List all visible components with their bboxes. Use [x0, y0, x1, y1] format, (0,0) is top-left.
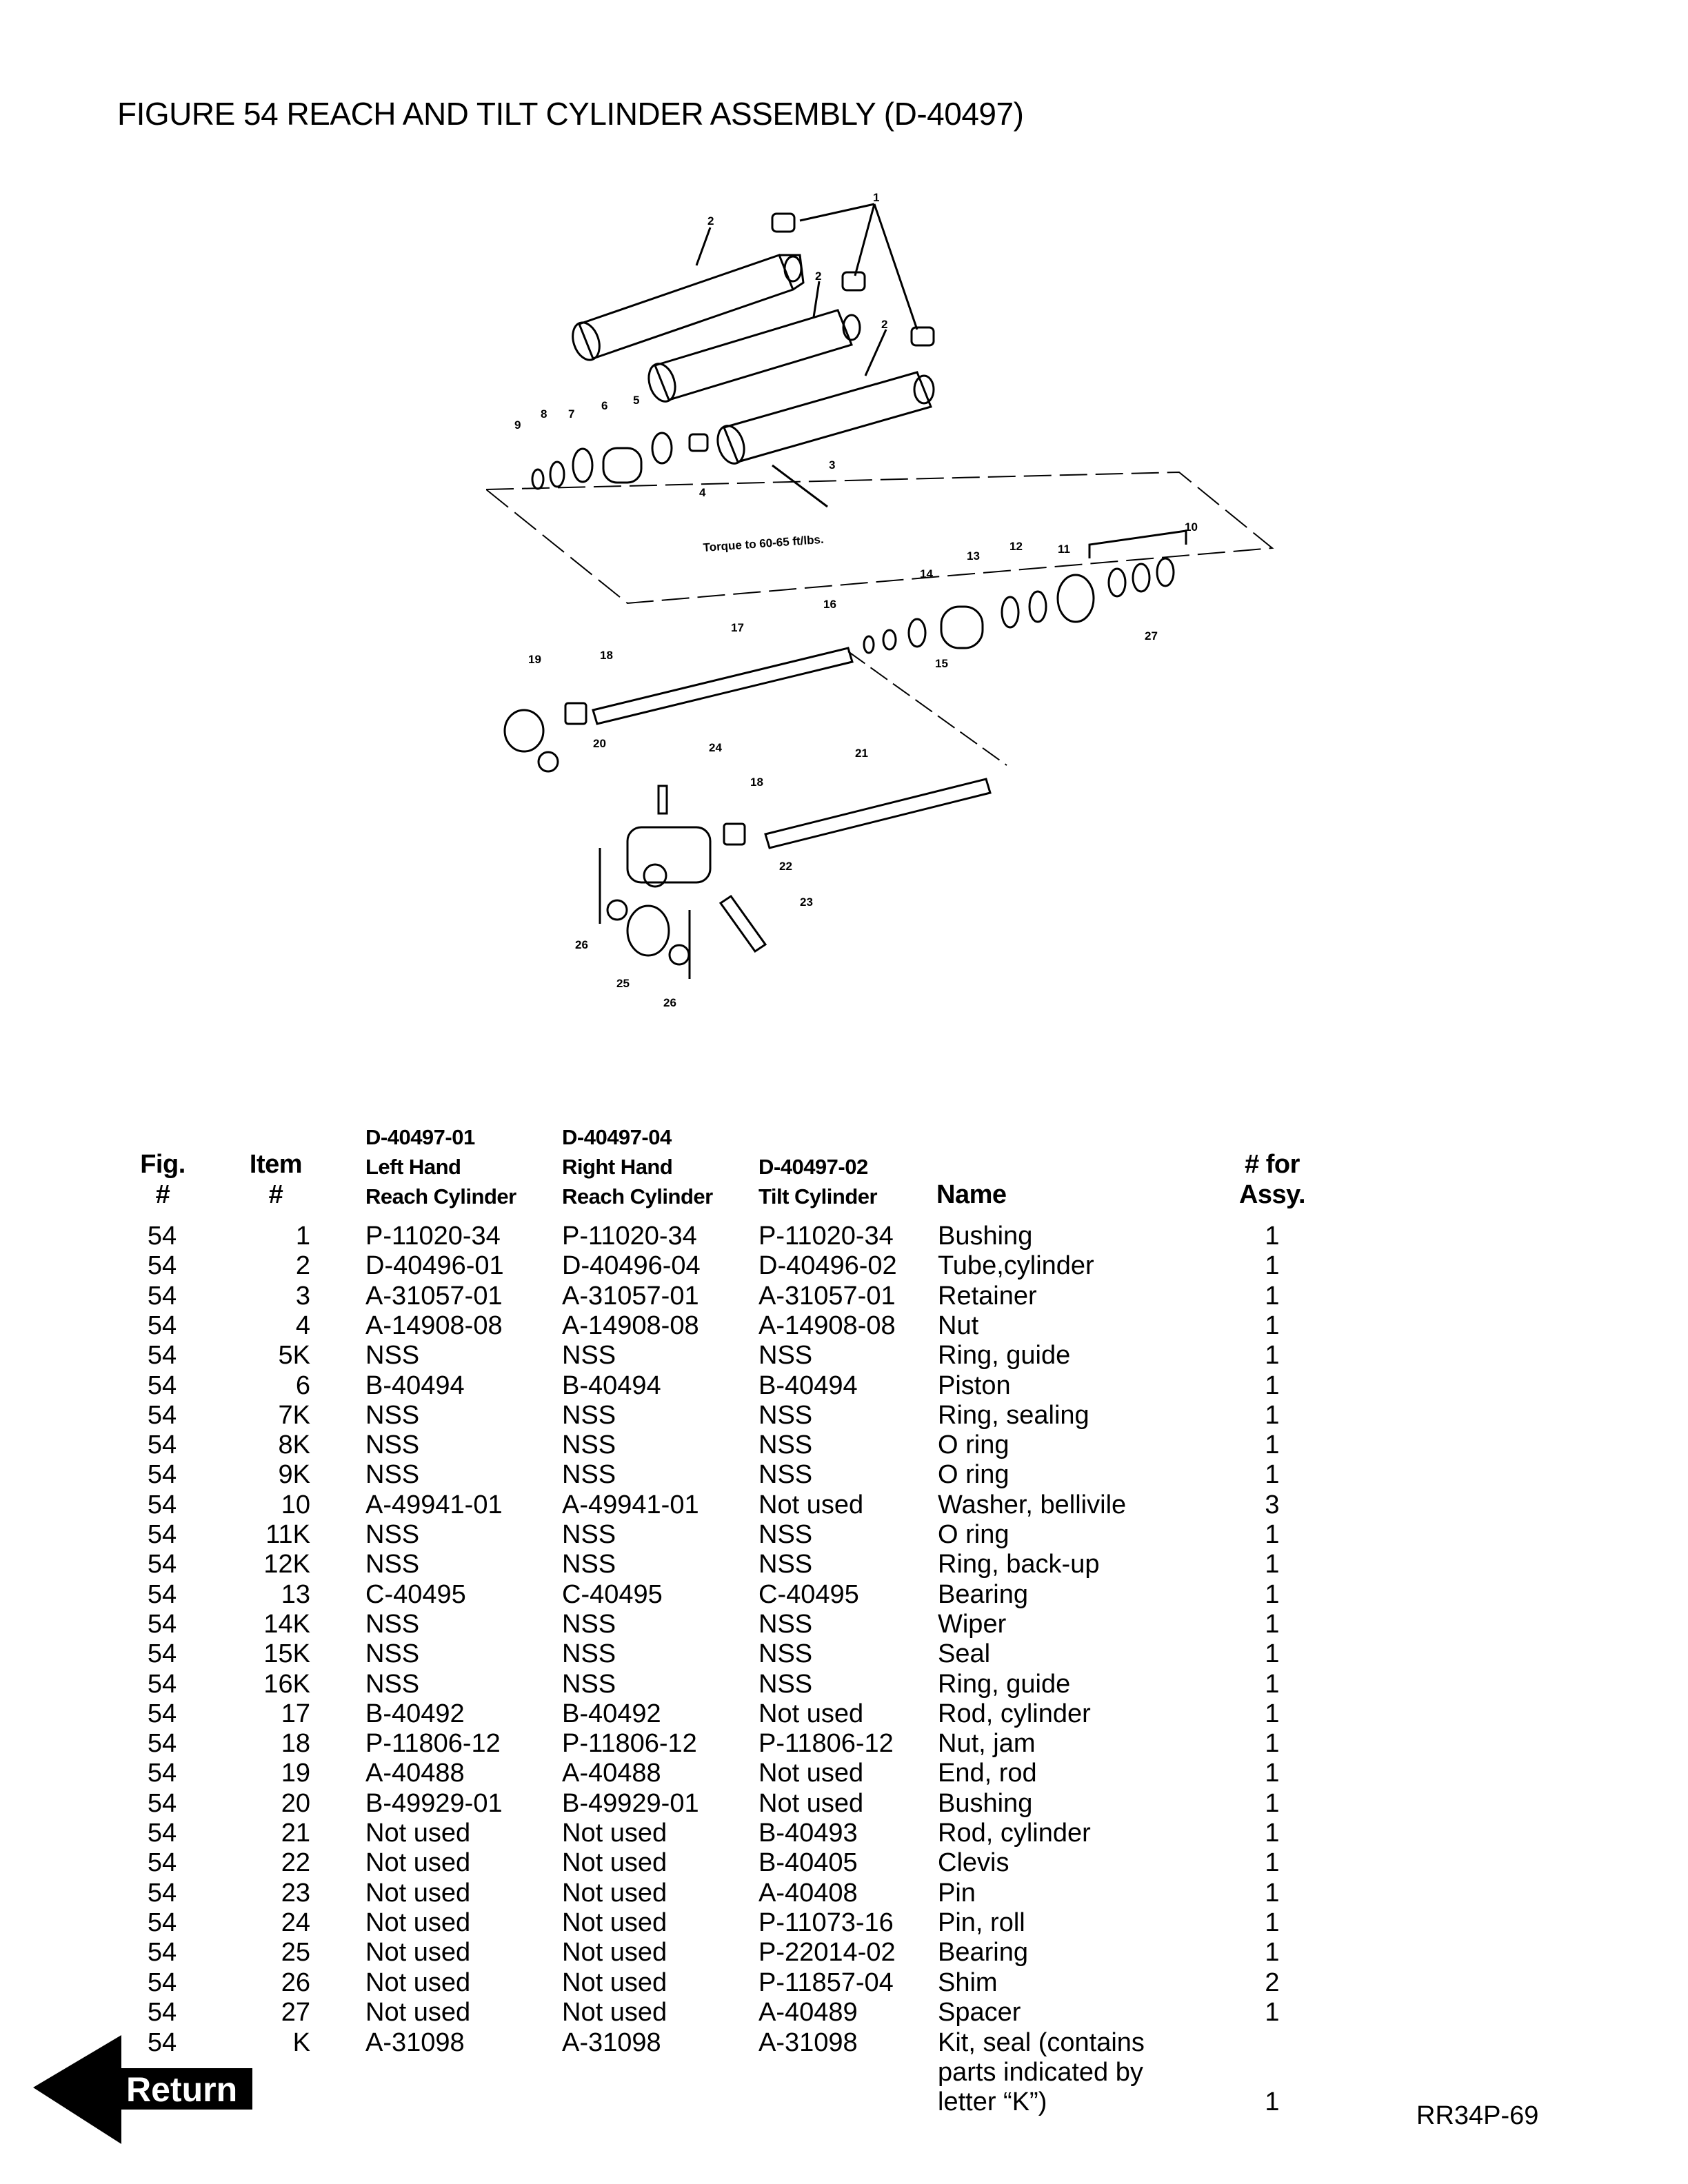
cell-name: Pin, roll	[938, 1908, 1025, 1937]
cell-rh: NSS	[562, 1639, 616, 1669]
table-row	[0, 1430, 1688, 1460]
cell-tilt: A-31098	[758, 2028, 858, 2057]
cell-tilt: P-22014-02	[758, 1938, 896, 1968]
table-row	[0, 1311, 1688, 1341]
table-row	[0, 1789, 1688, 1819]
table-row	[0, 1670, 1688, 1699]
cell-fig: 54	[147, 2028, 177, 2057]
cell-tilt: NSS	[758, 1520, 813, 1549]
cell-lh: NSS	[365, 1639, 420, 1669]
callout-label: 7	[568, 407, 575, 421]
cell-fig: 54	[147, 1669, 177, 1699]
cell-item: 7K	[278, 1400, 310, 1430]
cell-rh: P-11806-12	[562, 1729, 697, 1759]
cell-tilt: NSS	[758, 1430, 813, 1460]
callout-label: 19	[528, 653, 541, 666]
cell-fig: 54	[147, 1848, 177, 1878]
cell-tilt: A-14908-08	[758, 1311, 896, 1340]
cell-name: Bushing	[938, 1788, 1033, 1818]
cell-rh: P-11020-34	[562, 1222, 697, 1251]
cell-item: 18	[281, 1729, 310, 1759]
cell-item: 9K	[278, 1460, 310, 1490]
cell-item: K	[292, 2028, 310, 2057]
callout-label: 10	[1185, 520, 1198, 534]
cell-qty: 1	[1265, 1819, 1280, 1848]
cell-lh: D-40496-01	[365, 1251, 504, 1281]
return-button[interactable]	[33, 2035, 254, 2145]
cell-qty: 1	[1265, 1997, 1280, 2027]
callout-label: 2	[881, 318, 888, 331]
cell-item: 23	[281, 1878, 310, 1908]
cell-name: Clevis	[938, 1848, 1009, 1878]
cell-lh: NSS	[365, 1609, 420, 1639]
header-lh-side: Left Hand	[365, 1155, 461, 1179]
callout-label: 26	[575, 938, 588, 951]
cell-lh: B-40494	[365, 1371, 465, 1400]
cell-tilt: NSS	[758, 1341, 813, 1371]
header-lh-part: D-40497-01	[365, 1125, 475, 1149]
cell-name: Spacer	[938, 1997, 1021, 2027]
cell-rh: Not used	[562, 1968, 667, 1997]
cell-item: 22	[281, 1848, 310, 1878]
cell-tilt: Not used	[758, 1699, 864, 1728]
callout-label: 21	[855, 747, 868, 760]
cell-name: Nut, jam	[938, 1729, 1036, 1759]
cell-fig: 54	[147, 1281, 177, 1311]
cell-fig: 54	[147, 1400, 177, 1430]
cell-tilt: NSS	[758, 1639, 813, 1669]
header-lh-type: Reach Cylinder	[365, 1184, 516, 1209]
cell-name: Ring, sealing	[938, 1400, 1089, 1430]
cell-lh: Not used	[365, 1908, 471, 1937]
torque-note: Torque to 60-65 ft/lbs.	[702, 532, 825, 554]
cell-name: Bearing	[938, 1938, 1028, 1968]
table-row	[0, 1282, 1688, 1311]
cell-lh: NSS	[365, 1460, 420, 1490]
callout-label: 27	[1145, 629, 1158, 643]
callout-label: 26	[663, 996, 676, 1009]
callout-label: 18	[600, 649, 613, 662]
callout-label: 2	[815, 270, 822, 283]
cell-rh: C-40495	[562, 1579, 663, 1609]
cell-name: Ring, guide	[938, 1669, 1071, 1699]
cell-lh: A-49941-01	[365, 1490, 503, 1519]
cell-name: Retainer	[938, 1281, 1037, 1311]
cell-tilt: NSS	[758, 1669, 813, 1699]
cylinder-tube-3	[714, 372, 934, 467]
page-number: RR34P-69	[1416, 2101, 1539, 2130]
cell-name: Nut	[938, 1311, 979, 1340]
cell-qty: 3	[1265, 1490, 1280, 1519]
cell-rh: Not used	[562, 1997, 667, 2027]
cell-qty: 1	[1265, 1878, 1280, 1908]
cell-lh: B-49929-01	[365, 1788, 503, 1818]
cell-name: Piston	[938, 1371, 1011, 1400]
callout-label: 2	[707, 214, 714, 228]
cell-item: 1	[295, 1222, 310, 1251]
cell-rh: NSS	[562, 1341, 616, 1371]
table-row	[0, 1401, 1688, 1430]
cell-qty: 1	[1265, 1788, 1280, 1818]
cell-tilt: Not used	[758, 1759, 864, 1788]
cell-lh: NSS	[365, 1550, 420, 1579]
cell-name: Pin	[938, 1878, 976, 1908]
cell-item: 5K	[278, 1341, 310, 1371]
cell-qty: 1	[1265, 1430, 1280, 1460]
cell-qty: 1	[1265, 1222, 1280, 1251]
cell-tilt: P-11073-16	[758, 1908, 894, 1937]
cell-fig: 54	[147, 1341, 177, 1371]
cell-item: 17	[281, 1699, 310, 1728]
cell-item: 26	[281, 1968, 310, 1997]
cell-name: Tube,cylinder	[938, 1251, 1094, 1281]
cell-fig: 54	[147, 1878, 177, 1908]
cell-rh: A-31057-01	[562, 1281, 699, 1311]
cell-item: 10	[281, 1490, 310, 1519]
cell-qty: 1	[1265, 1460, 1280, 1490]
cell-name: Seal	[938, 1639, 991, 1669]
cell-lh: C-40495	[365, 1579, 466, 1609]
cell-rh: NSS	[562, 1460, 616, 1490]
cell-item: 2	[295, 1251, 310, 1281]
table-row	[0, 1699, 1688, 1729]
cell-rh: A-31098	[562, 2028, 661, 2057]
table-row	[0, 1371, 1688, 1401]
callout-label: 13	[967, 549, 980, 563]
cell-lh: Not used	[365, 1997, 471, 2027]
cell-qty: 1	[1265, 1341, 1280, 1371]
header-fig: Fig.	[140, 1150, 185, 1179]
cell-name-line2: parts indicated by	[938, 2058, 1143, 2087]
cell-tilt: B-40493	[758, 1819, 858, 1848]
header-item: Item	[249, 1150, 303, 1179]
cell-lh: NSS	[365, 1430, 420, 1460]
cell-item: 14K	[263, 1609, 310, 1639]
header-qty: # for	[1245, 1150, 1300, 1179]
cell-tilt: NSS	[758, 1609, 813, 1639]
cell-tilt: Not used	[758, 1490, 864, 1519]
cell-lh: P-11020-34	[365, 1222, 501, 1251]
cell-qty: 1	[1265, 1609, 1280, 1639]
cell-rh: NSS	[562, 1400, 616, 1430]
cell-lh: NSS	[365, 1669, 420, 1699]
cell-qty: 1	[1265, 1759, 1280, 1788]
callout-label: 20	[593, 737, 606, 750]
header-name: Name	[936, 1180, 1007, 1209]
cell-item: 4	[295, 1311, 310, 1340]
cell-tilt: P-11020-34	[758, 1222, 894, 1251]
cell-lh: A-31057-01	[365, 1281, 503, 1311]
cell-fig: 54	[147, 1968, 177, 1997]
callout-label: 5	[633, 394, 640, 407]
cell-fig: 54	[147, 1460, 177, 1490]
callout-label: 18	[750, 776, 763, 789]
cell-item: 27	[281, 1997, 310, 2027]
cell-qty: 1	[1265, 2087, 1280, 2116]
cell-fig: 54	[147, 1520, 177, 1549]
cell-item: 11K	[265, 1520, 310, 1549]
callout-label: 22	[779, 860, 792, 873]
cell-qty: 1	[1265, 1311, 1280, 1340]
table-row	[0, 1610, 1688, 1639]
cell-rh: Not used	[562, 1848, 667, 1878]
callout-label: 14	[920, 567, 933, 580]
callout-label: 16	[823, 598, 836, 611]
header-fig-hash: #	[155, 1180, 170, 1209]
table-row	[0, 1341, 1688, 1371]
cell-tilt: B-40494	[758, 1371, 858, 1400]
cell-qty: 1	[1265, 1639, 1280, 1669]
cell-rh: NSS	[562, 1520, 616, 1549]
header-rh-type: Reach Cylinder	[562, 1184, 713, 1209]
header-tilt-type: Tilt Cylinder	[758, 1184, 878, 1209]
cell-rh: NSS	[562, 1550, 616, 1579]
cell-name: Ring, back-up	[938, 1550, 1100, 1579]
cell-tilt: A-31057-01	[758, 1281, 896, 1311]
cell-name: O ring	[938, 1460, 1009, 1490]
table-row	[0, 1550, 1688, 1579]
cell-item: 13	[281, 1579, 310, 1609]
table-row	[0, 1639, 1688, 1669]
cell-tilt: NSS	[758, 1550, 813, 1579]
cell-rh: A-49941-01	[562, 1490, 699, 1519]
cell-lh: A-40488	[365, 1759, 465, 1788]
cell-lh: NSS	[365, 1520, 420, 1549]
table-row	[0, 1580, 1688, 1610]
cell-rh: A-14908-08	[562, 1311, 699, 1340]
cell-fig: 54	[147, 1550, 177, 1579]
cell-rh: Not used	[562, 1878, 667, 1908]
table-row	[0, 1968, 1688, 1998]
cell-rh: B-49929-01	[562, 1788, 699, 1818]
cell-rh: B-40492	[562, 1699, 661, 1728]
callout-label: 9	[514, 418, 521, 432]
cell-qty: 1	[1265, 1669, 1280, 1699]
cell-fig: 54	[147, 1371, 177, 1400]
callout-label: 17	[731, 621, 744, 634]
exploded-diagram	[0, 0, 1688, 1034]
cell-lh: Not used	[365, 1819, 471, 1848]
cell-fig: 54	[147, 1251, 177, 1281]
cell-rh: NSS	[562, 1669, 616, 1699]
cell-fig: 54	[147, 1222, 177, 1251]
table-row	[0, 1819, 1688, 1848]
callout-label: 1	[873, 191, 880, 204]
cell-name: End, rod	[938, 1759, 1037, 1788]
cell-fig: 54	[147, 1788, 177, 1818]
cell-qty: 1	[1265, 1579, 1280, 1609]
cell-item: 20	[281, 1788, 310, 1818]
cell-qty: 1	[1265, 1938, 1280, 1968]
cell-fig: 54	[147, 1579, 177, 1609]
table-row	[0, 1251, 1688, 1281]
cell-item: 25	[281, 1938, 310, 1968]
table-row	[0, 1490, 1688, 1520]
cell-fig: 54	[147, 1699, 177, 1728]
cell-item: 3	[295, 1281, 310, 1311]
cell-tilt: NSS	[758, 1400, 813, 1430]
cell-name: O ring	[938, 1520, 1009, 1549]
cell-lh: Not used	[365, 1968, 471, 1997]
table-row	[0, 1848, 1688, 1878]
cell-item: 19	[281, 1759, 310, 1788]
cell-name-line3: letter “K”)	[938, 2087, 1047, 2116]
cell-qty: 1	[1265, 1908, 1280, 1937]
table-row	[0, 1520, 1688, 1550]
cell-fig: 54	[147, 1908, 177, 1937]
cell-rh: B-40494	[562, 1371, 661, 1400]
cell-fig: 54	[147, 1938, 177, 1968]
cell-fig: 54	[147, 1311, 177, 1340]
cell-tilt: D-40496-02	[758, 1251, 897, 1281]
cell-rh: A-40488	[562, 1759, 661, 1788]
cell-fig: 54	[147, 1490, 177, 1519]
cell-name: Ring, guide	[938, 1341, 1071, 1371]
cell-name-line1: Kit, seal (contains	[938, 2028, 1145, 2057]
cell-rh: Not used	[562, 1908, 667, 1937]
cell-rh: NSS	[562, 1609, 616, 1639]
table-row	[0, 1729, 1688, 1759]
cell-qty: 1	[1265, 1729, 1280, 1759]
cell-fig: 54	[147, 1430, 177, 1460]
cell-item: 21	[281, 1819, 310, 1848]
cell-name: O ring	[938, 1430, 1009, 1460]
cell-lh: A-14908-08	[365, 1311, 503, 1340]
callout-label: 24	[709, 741, 722, 754]
cell-rh: Not used	[562, 1938, 667, 1968]
table-row	[0, 1460, 1688, 1490]
callout-label: 25	[616, 977, 630, 990]
header-tilt-part: D-40497-02	[758, 1155, 868, 1179]
cell-qty: 1	[1265, 1251, 1280, 1281]
cell-lh: Not used	[365, 1878, 471, 1908]
callout-label: 15	[935, 657, 948, 670]
cell-qty: 1	[1265, 1699, 1280, 1728]
header-rh-part: D-40497-04	[562, 1125, 672, 1149]
cell-fig: 54	[147, 1997, 177, 2027]
callout-label: 3	[829, 458, 836, 472]
cell-item: 24	[281, 1908, 310, 1937]
callout-label: 12	[1009, 540, 1023, 553]
cell-tilt: Not used	[758, 1788, 864, 1818]
callout-label: 11	[1058, 543, 1070, 556]
cell-qty: 1	[1265, 1371, 1280, 1400]
cell-qty: 1	[1265, 1400, 1280, 1430]
cell-item: 12K	[263, 1550, 310, 1579]
header-item-hash: #	[268, 1180, 283, 1209]
figure-title: FIGURE 54 REACH AND TILT CYLINDER ASSEMBLY (D-40497)	[117, 96, 1024, 132]
cell-fig: 54	[147, 1609, 177, 1639]
cell-tilt: P-11806-12	[758, 1729, 894, 1759]
cell-item: 8K	[278, 1430, 310, 1460]
cell-name: Bushing	[938, 1222, 1033, 1251]
cell-rh: Not used	[562, 1819, 667, 1848]
cell-fig: 54	[147, 1819, 177, 1848]
cell-lh: Not used	[365, 1848, 471, 1878]
cell-lh: A-31098	[365, 2028, 465, 2057]
table-row	[0, 1222, 1688, 1251]
cell-lh: Not used	[365, 1938, 471, 1968]
cell-fig: 54	[147, 1759, 177, 1788]
cell-item: 15K	[263, 1639, 310, 1669]
cell-name: Washer, bellivile	[938, 1490, 1127, 1519]
cell-name: Bearing	[938, 1579, 1028, 1609]
callout-label: 8	[541, 407, 547, 421]
cell-lh: NSS	[365, 1400, 420, 1430]
cell-name: Rod, cylinder	[938, 1699, 1091, 1728]
cell-tilt: B-40405	[758, 1848, 858, 1878]
cell-tilt: NSS	[758, 1460, 813, 1490]
cell-name: Rod, cylinder	[938, 1819, 1091, 1848]
table-row	[0, 1879, 1688, 1908]
header-qty-assy: Assy.	[1238, 1180, 1306, 1209]
cell-fig: 54	[147, 1639, 177, 1669]
cell-item: 16K	[263, 1669, 310, 1699]
table-row	[0, 1998, 1688, 2028]
cell-qty: 1	[1265, 1848, 1280, 1878]
cell-tilt: A-40408	[758, 1878, 858, 1908]
cell-qty: 1	[1265, 1550, 1280, 1579]
cell-rh: NSS	[562, 1430, 616, 1460]
return-label: Return	[126, 2070, 238, 2109]
table-row	[0, 1759, 1688, 1788]
callout-label: 4	[699, 486, 706, 499]
cell-qty: 1	[1265, 1281, 1280, 1311]
callout-label: 23	[800, 896, 813, 909]
cell-rh: D-40496-04	[562, 1251, 701, 1281]
cell-name: Shim	[938, 1968, 998, 1997]
cell-item: 6	[295, 1371, 310, 1400]
cell-name: Wiper	[938, 1609, 1007, 1639]
table-row	[0, 1908, 1688, 1938]
cell-lh: P-11806-12	[365, 1729, 501, 1759]
cell-fig: 54	[147, 1729, 177, 1759]
cell-tilt: A-40489	[758, 1997, 858, 2027]
header-rh-side: Right Hand	[562, 1155, 673, 1179]
cell-qty: 1	[1265, 1520, 1280, 1549]
table-row	[0, 1938, 1688, 1968]
cell-qty: 2	[1265, 1968, 1280, 1997]
cell-lh: NSS	[365, 1341, 420, 1371]
cell-tilt: P-11857-04	[758, 1968, 894, 1997]
cell-tilt: C-40495	[758, 1579, 859, 1609]
cell-lh: B-40492	[365, 1699, 465, 1728]
callout-label: 6	[601, 399, 608, 412]
